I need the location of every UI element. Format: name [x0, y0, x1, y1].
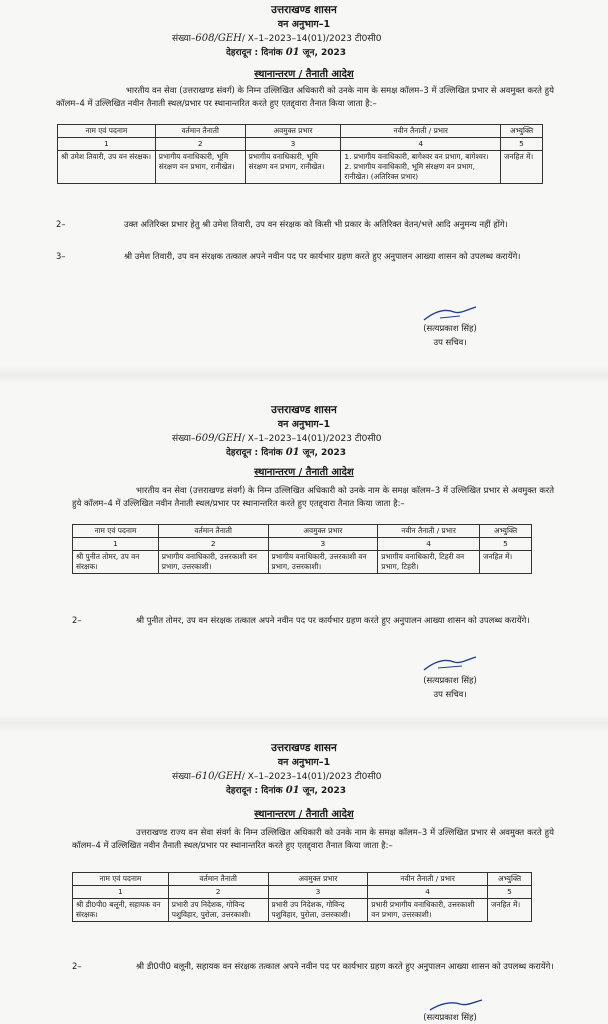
col-header: वर्तमान तैनाती [158, 525, 268, 538]
point-2 [72, 960, 554, 973]
cell-current-posting: प्रभागीय वनाधिकारी, उत्तरकाशी वन प्रभाग, उत्तरकाशी। [158, 551, 268, 574]
table-row [73, 551, 532, 574]
cell-name: श्री उमेश तिवारी, उप वन संरक्षक। [58, 151, 156, 184]
order-date [226, 784, 346, 798]
point-text: श्री डी0पी0 बलूनी, सहायक वन संरक्षक तत्काल अपने नवीन पद पर कार्यभार ग्रहण करते हुए अनुपालन आख्या शासन को उपलब्ध करायेंगे। [136, 961, 554, 971]
cell-relieved-charge: प्रभागीय वनाधिकारी, भूमि संरक्षण वन प्रभाग, रानीखेत। [245, 151, 341, 184]
col-header: नवीन तैनाती / प्रभार [378, 525, 480, 538]
col-header: नवीन तैनाती / प्रभार [341, 125, 501, 138]
col-header: नाम एवं पदनाम [73, 873, 169, 886]
page-divider [0, 366, 608, 384]
col-number: 2 [155, 138, 245, 151]
col-number: 2 [168, 886, 268, 899]
order-number-handwritten: 610/GEH [195, 771, 242, 782]
order-number [172, 770, 382, 784]
table-row [73, 899, 532, 922]
order-number-handwritten: 609/GEH [195, 433, 242, 444]
order-number-rest: / X–1–2023–14(01)/2023 टी0सी0 [241, 772, 382, 782]
order-date-handwritten: 01 [285, 47, 300, 58]
cell-new-posting: 1. प्रभागीय वनाधिकारी, बागेश्वर वन प्रभाग, बागेश्वर। 2. प्रभागीय वनाधिकारी, भूमि संरक्षण वन प्रभाग, रानीखेत। (अतिरिक्त प्रभार) [341, 151, 501, 184]
point-number: 2– [72, 615, 82, 625]
cell-new-posting: प्रभागीय वनाधिकारी, टिहरी वन प्रभाग, टिहरी। [378, 551, 480, 574]
point-number: 2– [72, 961, 82, 971]
cell-new-posting: प्रभारी प्रभागीय वनाधिकारी, उत्तरकाशी वन प्रभाग, उत्तरकाशी। [368, 899, 488, 922]
order-number-label: संख्या– [172, 434, 196, 444]
order-date-handwritten: 01 [285, 785, 300, 796]
col-header: वर्तमान तैनाती [155, 125, 245, 138]
col-number: 3 [245, 138, 341, 151]
col-header: अभ्युक्ति [501, 125, 543, 138]
table-number-row [58, 138, 543, 151]
col-number: 5 [488, 886, 532, 899]
cell-current-posting: प्रभारी उप निदेशक, गोविन्द पशुविहार, पुरोला, उत्तरकाशी। [168, 899, 268, 922]
point-number: 3– [56, 251, 66, 261]
order-number-label: संख्या– [172, 772, 196, 782]
order-date-rest: जून, 2023 [302, 786, 347, 796]
table-row [58, 151, 543, 184]
intro-paragraph: भारतीय वन सेवा (उत्तराखण्ड संवर्ग) के निम्न उल्लिखित अधिकारी को उनके नाम के समक्ष कॉलम–3 में उल्लिखित प्रभार से अवमुक्त करते हुये कॉलम–4 में उल्लिखित नवीन तैनाती स्थल/प्रभार पर स्थानान्तरित करते हुए एतद्द्वारा तैनात किया जाता है:– [56, 85, 554, 108]
cell-relieved-charge: प्रभारी उप निदेशक, गोविन्द पशुविहार, पुरोला, उत्तरकाशी। [268, 899, 368, 922]
col-number: 3 [268, 886, 368, 899]
cell-remark: जनहित में। [501, 151, 543, 184]
col-number: 4 [378, 538, 480, 551]
cell-name: श्री पुनीत तोमर, उप वन संरक्षक। [73, 551, 159, 574]
point-3 [56, 250, 554, 263]
govt-heading: उत्तराखण्ड शासन [271, 742, 337, 754]
posting-table [72, 524, 532, 574]
govt-heading: उत्तराखण्ड शासन [271, 4, 337, 16]
point-text: श्री पुनीत तोमर, उप वन संरक्षक तत्काल अपने नवीन पद पर कार्यभार ग्रहण करते हुए अनुपालन आख्या शासन को उपलब्ध करायेंगे। [136, 615, 530, 625]
order-number [172, 432, 382, 446]
order-date-label: देहरादून : दिनांक [226, 786, 283, 796]
point-2 [56, 218, 554, 231]
order-date [226, 46, 346, 60]
col-number: 5 [480, 538, 532, 551]
order-number-rest: / X–1–2023–14(01)/2023 टी0सी0 [241, 434, 382, 444]
cell-current-posting: प्रभागीय वनाधिकारी, भूमि संरक्षण वन प्रभाग, रानीखेत। [155, 151, 245, 184]
table-number-row [73, 538, 532, 551]
order-date-label: देहरादून : दिनांक [226, 48, 283, 58]
section-heading: वन अनुभाग–1 [277, 419, 331, 430]
order-date-handwritten: 01 [285, 447, 300, 458]
cell-remark: जनहित में। [480, 551, 532, 574]
col-header: नाम एवं पदनाम [73, 525, 159, 538]
col-number: 2 [158, 538, 268, 551]
order-title: स्थानान्तरण / तैनाती आदेश [254, 467, 354, 478]
signatory-name: (सत्यप्रकाश सिंह) [423, 675, 477, 685]
order-number-rest: / X–1–2023–14(01)/2023 टी0सी0 [241, 34, 382, 44]
posting-table [72, 872, 532, 922]
col-number: 1 [73, 886, 169, 899]
order-date-rest: जून, 2023 [302, 448, 347, 458]
signatory-name: (सत्यप्रकाश सिंह) [423, 1012, 477, 1022]
point-number: 2– [56, 219, 66, 229]
section-heading: वन अनुभाग–1 [277, 19, 331, 30]
table-header-row [73, 525, 532, 538]
signature-scribble [420, 654, 480, 674]
cell-name: श्री डी0पी0 बलूनी, सहायक वन संरक्षक। [73, 899, 169, 922]
signatory-designation: उप सचिव। [433, 337, 467, 347]
col-number: 4 [341, 138, 501, 151]
col-header: अवमुक्त प्रभार [245, 125, 341, 138]
intro-paragraph: उत्तराखण्ड राज्य वन सेवा संवर्ग के निम्न उल्लिखित अधिकारी को उनके नाम के समक्ष कॉलम–3 में उल्लिखित प्रभार से अवमुक्त करते हुये कॉलम–4 में उल्लिखित नवीन तैनाती स्थल/प्रभार पर स्थानान्तरित करते हुए एतद्द्वारा तैनात किया जाता है:– [72, 827, 554, 850]
col-number: 1 [73, 538, 159, 551]
col-header: नवीन तैनाती / प्रभार [368, 873, 488, 886]
col-number: 5 [501, 138, 543, 151]
section-heading: वन अनुभाग–1 [277, 757, 331, 768]
table-header-row [73, 873, 532, 886]
order-date-rest: जून, 2023 [302, 48, 347, 58]
order-title: स्थानान्तरण / तैनाती आदेश [254, 69, 354, 80]
page-divider [0, 714, 608, 732]
posting-table [57, 124, 543, 184]
col-number: 3 [268, 538, 378, 551]
col-number: 4 [368, 886, 488, 899]
signature-scribble [420, 304, 480, 324]
table-number-row [73, 886, 532, 899]
col-header: वर्तमान तैनाती [168, 873, 268, 886]
point-2 [72, 614, 554, 627]
col-header: अवमुक्त प्रभार [268, 525, 378, 538]
order-number-label: संख्या– [172, 34, 196, 44]
col-header: अभ्युक्ति [480, 525, 532, 538]
col-header: अभ्युक्ति [488, 873, 532, 886]
order-number-handwritten: 608/GEH [195, 33, 242, 44]
col-number: 1 [58, 138, 156, 151]
cell-remark: जनहित में। [488, 899, 532, 922]
order-date-label: देहरादून : दिनांक [226, 448, 283, 458]
point-text: उक्त अतिरिक्त प्रभार हेतु श्री उमेश तिवारी, उप वन संरक्षक को किसी भी प्रकार के अतिरिक्त वेतन/भत्ते आदि अनुमन्य नहीं होंगे। [124, 219, 508, 229]
order-number [172, 32, 382, 46]
order-date [226, 446, 346, 460]
signatory-designation: उप सचिव। [433, 689, 467, 699]
point-text: श्री उमेश तिवारी, उप वन संरक्षक तत्काल अपने नवीन पद पर कार्यभार ग्रहण करते हुए अनुपालन आख्या शासन को उपलब्ध करायेंगे। [124, 251, 521, 261]
table-header-row [58, 125, 543, 138]
col-header: नाम एवं पदनाम [58, 125, 156, 138]
col-header: अवमुक्त प्रभार [268, 873, 368, 886]
govt-heading: उत्तराखण्ड शासन [271, 404, 337, 416]
signatory-name: (सत्यप्रकाश सिंह) [423, 323, 477, 333]
cell-relieved-charge: प्रभागीय वनाधिकारी, उत्तरकाशी वन प्रभाग, उत्तरकाशी। [268, 551, 378, 574]
intro-paragraph: भारतीय वन सेवा (उत्तराखण्ड संवर्ग) के निम्न उल्लिखित अधिकारी को उनके नाम के समक्ष कॉलम–3 में उल्लिखित प्रभार से अवमुक्त करते हुये कॉलम–4 में उल्लिखित नवीन तैनाती स्थल/प्रभार पर स्थानान्तरित करते हुए एतद्द्वारा तैनात किया जाता है:– [72, 485, 554, 508]
order-title: स्थानान्तरण / तैनाती आदेश [254, 809, 354, 820]
